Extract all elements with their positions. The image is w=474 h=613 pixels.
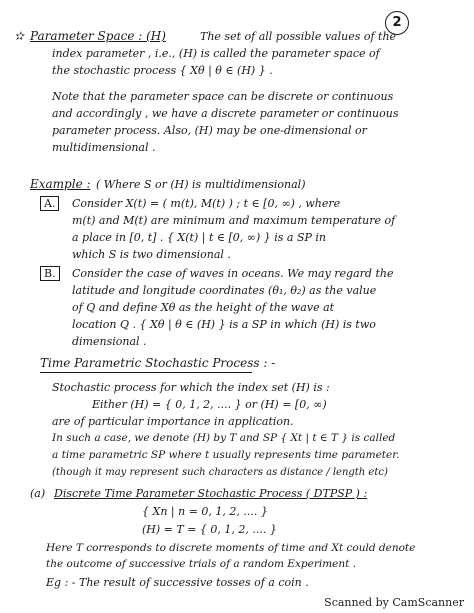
time-param-line-1: Stochastic process for which the index set (H) is :	[52, 381, 330, 394]
dtpsp-set-line: { Xn | n = 0, 1, 2, .... }	[142, 505, 268, 518]
example-a-line-4: which S is two dimensional .	[72, 248, 231, 261]
star-bullet-icon: ✫	[14, 29, 25, 43]
section1-line-2: index parameter , i.e., (H) is called the parameter space of	[52, 47, 380, 60]
time-param-line-4: In such a case, we denote (H) by T and SP { Xt | t ∈ T } is called	[52, 432, 396, 444]
example-b-line-3: of Q and define Xθ as the height of the wave at	[72, 301, 335, 314]
dtpsp-line-1: Here T corresponds to discrete moments of time and Xt could denote	[46, 542, 416, 554]
page-number: 2	[385, 11, 409, 35]
section1-line-5: and accordingly , we have a discrete parameter or continuous	[52, 107, 399, 120]
example-b-line-1: Consider the case of waves in oceans. We may regard the	[72, 267, 394, 280]
section1-line-3: the stochastic process { Xθ | θ ∈ (H) } .	[52, 64, 273, 77]
section1-line-6: parameter process. Also, (H) may be one-dimensional or	[52, 124, 367, 137]
time-param-line-2: Either (H) = { 0, 1, 2, .... } or (H) = [0, ∞)	[92, 398, 327, 411]
time-param-line-6: (though it may represent such characters as distance / length etc)	[52, 467, 388, 478]
heading-underline	[40, 372, 252, 373]
example-b-label: B.	[40, 267, 60, 280]
time-param-line-3: are of particular importance in application.	[52, 415, 294, 428]
example-intro: ( Where S or (H) is multidimensional)	[96, 178, 306, 191]
scanner-watermark: Scanned by CamScanner	[324, 596, 464, 609]
section1-line-7: multidimensional .	[52, 141, 156, 154]
example-a-line-3: a place in [0, t] . { X(t) | t ∈ [0, ∞) } is a SP in	[72, 231, 326, 244]
example-b-line-2: latitude and longitude coordinates (θ₁, θ₂) as the value	[72, 284, 377, 297]
example-b-line-5: dimensional .	[72, 335, 147, 348]
parameter-space-heading: Parameter Space : (H)	[30, 29, 166, 43]
dtpsp-t-line: (H) = T = { 0, 1, 2, .... }	[142, 523, 277, 536]
example-a-line-1: Consider X(t) = ( m(t), M(t) ) ; t ∈ [0, ∞) , where	[72, 197, 341, 210]
dtpsp-label: (a)	[30, 487, 46, 500]
example-a-label: A.	[40, 197, 59, 210]
dtpsp-heading: Discrete Time Parameter Stochastic Process ( DTPSP ) :	[54, 487, 368, 500]
time-param-line-5: a time parametric SP where t usually represents time parameter.	[52, 449, 400, 461]
dtpsp-line-2: the outcome of successive trials of a random Experiment .	[46, 558, 357, 570]
dtpsp-example: Eg : - The result of successive tosses of a coin .	[46, 576, 309, 589]
example-b-line-4: location Q . { Xθ | θ ∈ (H) } is a SP in which (H) is two	[72, 318, 376, 331]
section1-line-1: The set of all possible values of the	[200, 30, 397, 43]
example-a-line-2: m(t) and M(t) are minimum and maximum temperature of	[72, 214, 396, 227]
example-heading: Example :	[30, 177, 91, 191]
section1-line-4: Note that the parameter space can be discrete or continuous	[52, 90, 394, 103]
time-parametric-heading: Time Parametric Stochastic Process : -	[40, 356, 276, 370]
